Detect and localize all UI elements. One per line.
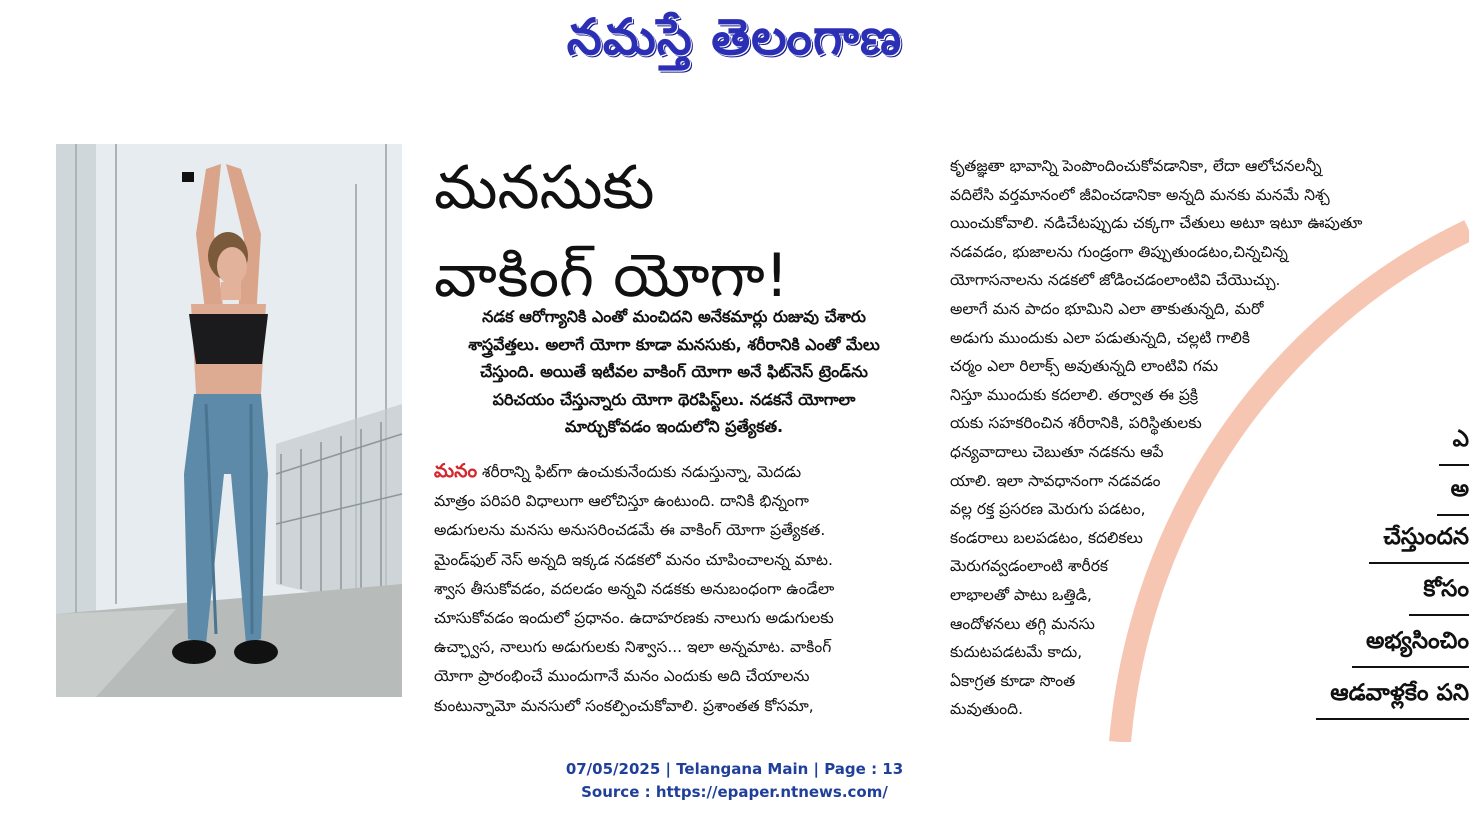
body-line: శ్వాస తీసుకోవడం, వదలడం అన్నవి నడకకు అనుబంధంగా ఉండేలా [434, 579, 835, 598]
body-line: అలాగే మన పాదం భూమిని ఎలా తాకుతున్నది, మరో [950, 299, 1264, 318]
article-intro [434, 303, 914, 441]
body-line: మైండ్‌ఫుల్ నెస్ అన్నది ఇక్కడ నడకలో మనం చూపించాలన్న మాట. [434, 550, 833, 569]
body-line: యోగా ప్రారంభించే ముందుగానే మనం ఎందుకు అది చేయాలను [434, 667, 810, 686]
sidebar-line: ఎ [1439, 422, 1469, 466]
body-line: లాభాలతో పాటు ఒత్తిడి, [950, 585, 1092, 604]
body-line: యాలి. ఇలా సావధానంగా నడవడం [950, 471, 1161, 490]
intro-line: నడక ఆరోగ్యానికి ఎంతో మంచిదని అనేకమార్లు రుజువు చేశారు [482, 307, 866, 326]
body-line: అడుగులను మనసు అనుసరించడమే ఈ వాకింగ్ యోగా ప్రత్యేకత. [434, 521, 826, 540]
drop-cap-word: మనం [434, 460, 478, 482]
body-line: యోగాసనాలను నడకలో జోడించడంలాంటివి చేయొచ్చు. [950, 271, 1281, 290]
body-line: యకు సహకరించిన శరీరానికి, పరిస్థితులకు [950, 414, 1202, 433]
body-line: కుదుటపడటమే కాదు, [950, 643, 1083, 662]
article-photo [56, 144, 402, 697]
footer-source: Source : https://epaper.ntnews.com/ [581, 783, 888, 801]
body-line: నడవడం, భుజాలను గుండ్రంగా తిప్పుతుండటం,చిన్నచిన్న [950, 242, 1288, 261]
body-line: నిస్తూ ముందుకు కదలాలి. తర్వాత ఈ ప్రక్రి [950, 385, 1198, 404]
article-body-column-1 [434, 457, 914, 721]
headline-line-1: మనసుకు [434, 153, 655, 223]
body-first-line-text: శరీరాన్ని ఫిట్‌గా ఉంచుకునేందుకు నడుస్తున్నా, మెదడు [477, 463, 802, 481]
adjacent-article-sidebar [1290, 420, 1469, 742]
footer-date-edition: 07/05/2025 | Telangana Main | Page : 13 [565, 760, 904, 778]
body-line: కండరాలు బలపడటం, కదలికలు [950, 528, 1143, 547]
sidebar-line: అ [1437, 472, 1469, 516]
sidebar-line: చేస్తుందన [1369, 520, 1469, 564]
body-line: కుంటున్నామో మనసులో సంకల్పించుకోవాలి. ప్రశాంతత కోసమా, [434, 696, 814, 715]
masthead-logo: నమస్తే తెలంగాణ [566, 8, 903, 66]
body-line: వల్ల రక్త ప్రసరణ మెరుగు పడటం, [950, 500, 1146, 519]
body-line: మెరుగవ్వడంలాంటి శారీరక [950, 557, 1108, 576]
intro-line: మార్చుకోవడం ఇందులోని ప్రత్యేకత. [564, 417, 784, 436]
woman-stretching-illustration [56, 144, 402, 697]
intro-line: పరిచయం చేస్తున్నారు యోగా థెరపిస్ట్‌లు. నడకనే యోగాలా [492, 389, 856, 409]
headline-line-2: వాకింగ్ యోగా! [434, 241, 789, 311]
sidebar-line: కోసం [1409, 572, 1469, 616]
body-line: చూసుకోవడం ఇందులో ప్రధానం. ఉదాహరణకు నాలుగు అడుగులకు [434, 609, 834, 628]
body-line [434, 457, 914, 487]
article-headline [434, 144, 914, 320]
body-line: ధన్యవాదాలు చెబుతూ నడకను ఆపే [950, 442, 1164, 461]
sidebar-line: ఆడవాళ్లకేం పని [1316, 676, 1469, 720]
body-line: ఆందోళనలు తగ్గి మనసు [950, 614, 1095, 633]
body-line: మాత్రం పరిపరి విధాలుగా ఆలోచిస్తూ ఉంటుంది. దానికి భిన్నంగా [434, 492, 809, 511]
sidebar-line: అభ్యసించిం [1352, 624, 1469, 668]
body-line: అడుగు ముందుకు ఎలా పడుతున్నది, చల్లటి గాలికి [950, 328, 1250, 347]
body-line: వదిలేసి వర్తమానంలో జీవించడానికా అన్నది మనకు మనమే నిశ్చ [950, 185, 1330, 204]
intro-line: శాస్త్రవేత్తలు. అలాగే యోగా కూడా మనసుకు, శరీరానికి ఎంతో మేలు [468, 334, 880, 354]
body-line: మవుతుంది. [950, 700, 1024, 719]
intro-line: చేస్తుంది. అయితే ఇటీవల వాకింగ్ యోగా అనే ఫిట్‌నెస్ ట్రెండ్‌ను [480, 362, 868, 381]
body-line: కృతజ్ఞతా భావాన్ని పెంపొందించుకోవడానికా, లేదా ఆలోచనలన్నీ [950, 157, 1322, 175]
body-line: యించుకోవాలి. నడిచేటప్పుడు చక్కగా చేతులు అటూ ఇటూ ఊపుతూ [950, 214, 1363, 233]
body-line: ఏకాగ్రత కూడా సొంత [950, 671, 1076, 690]
body-line: చర్మం ఎలా రిలాక్స్ అవుతున్నది లాంటివి గమ [950, 357, 1219, 376]
body-line: ఉచ్ఛ్వాస, నాలుగు అడుగులకు నిశ్వాస... ఇలా అన్నమాట. వాకింగ్ [434, 638, 832, 657]
